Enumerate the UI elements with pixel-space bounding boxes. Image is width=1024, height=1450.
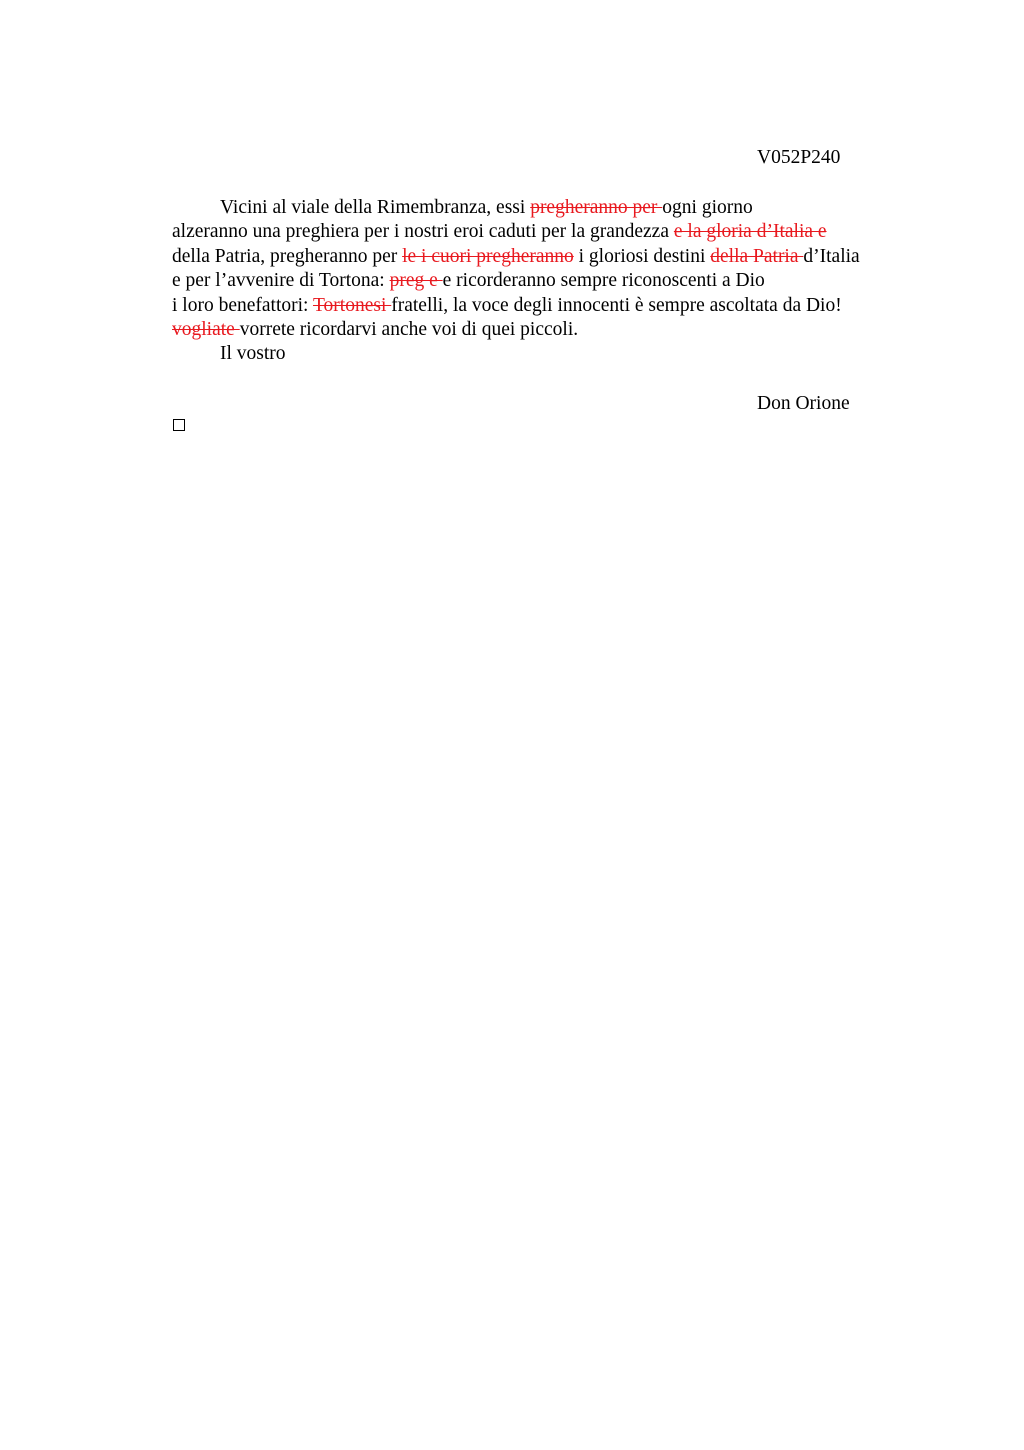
text-line (172, 245, 912, 269)
text-line (172, 269, 912, 293)
text-line (172, 318, 912, 342)
text-line (172, 196, 912, 220)
deleted-text: e la gloria d’Italia e (673, 221, 827, 243)
document-id: V052P240 (757, 147, 841, 168)
deleted-text: della Patria (710, 245, 804, 267)
text-line (172, 342, 912, 366)
letter-body (172, 196, 912, 367)
text-line (172, 220, 912, 244)
deleted-text: le i cuori pregheranno (402, 245, 574, 267)
text-line (172, 294, 912, 318)
text-segment: d’Italia (803, 245, 860, 267)
deleted-text: pregheranno per (530, 197, 663, 218)
text-segment: fratelli, la voce degli innocenti è sempre ascoltata da Dio! (391, 294, 842, 316)
text-segment: Il vostro (220, 343, 286, 365)
text-segment: della Patria, pregheranno per (172, 245, 403, 267)
text-segment: vorrete ricordarvi anche voi di quei piccoli. (239, 319, 579, 341)
text-segment: e per l’avvenire di Tortona: (172, 270, 390, 292)
text-segment: i loro benefattori: (172, 294, 313, 316)
text-segment: e ricorderanno sempre riconoscenti a Dio (442, 270, 765, 292)
text-segment: alzeranno una preghiera per i nostri eroi caduti per la grandezza (172, 221, 674, 243)
text-segment: i gloriosi destini (573, 245, 711, 267)
signature: Don Orione (757, 393, 850, 414)
deleted-text: vogliate (172, 319, 240, 341)
empty-square-icon (173, 419, 185, 431)
deleted-text: Tortonesi (312, 294, 392, 316)
text-segment: Vicini al viale della Rimembranza, essi (220, 197, 531, 218)
text-segment: ogni giorno (662, 197, 753, 218)
deleted-text: preg e (389, 270, 443, 292)
